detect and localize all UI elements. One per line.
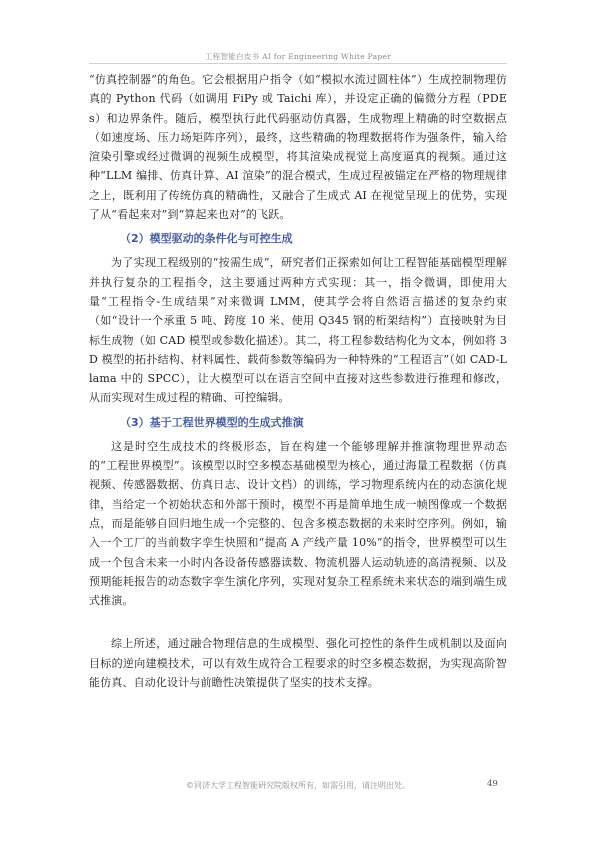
section-heading-2: （2）模型驱动的条件化与可控生成 <box>120 232 293 246</box>
paragraph-conditional-generation: 为了实现工程级别的“按需生成”，研究者们正探索如何让工程智能基础模型理解并执行复杂的工程指令，这主要通过两种方式实现：其一，指令微调，即使用大量“工程指令-生成结果”对来微调 LMM，使其学会将自然语言描述的复杂约束（如“设计一个承重 5 吨、跨度 10 米、使用 Q345 钢的桁架结构”）直接映射为目标生成物（如 CAD 模型或参数化描述）。其二，将工程参数结构化为文本，例如将 3D 模型的拓扑结构、材料属性、载荷参数等编码为一种特殊的“工程语言”（如 CAD-Llama 中的 SPCC），让大模型可以在语言空间中直接对这些参数进行推理和修改，从而实现对生成过程的精确、可控编辑。 <box>89 256 507 405</box>
copyright-footer: ©同济大学工程智能研究院版权所有，如需引用，请注明出处。 <box>186 781 410 790</box>
paragraph-simulation-controller: “仿真控制器”的角色。它会根据用户指令（如“模拟水流过圆柱体”）生成控制物理仿真的 Python 代码（如调用 FiPy 或 Taichi 库），并设定正确的偏微分方程（PDEs）和边界条件。随后，模型执行此代码驱动仿真器，生成物理上精确的时空数据点（如速度场、压力场矩阵序列），最终，这些精确的物理数据将作为强条件，输入给渲染引擎或经过微调的视频生成模型，将其渲染成视觉上高度逼真的视频。通过这种“LLM 编排、仿真计算、AI 渲染”的混合模式，生成过程被锚定在严格的物理规律之上，既利用了传统仿真的精确性，又融合了生成式 AI 在视觉呈现上的优势，实现了从“看起来对”到“算起来也对”的飞跃。 <box>89 73 507 222</box>
running-header: 工程智能白皮书 AI for Engineering White Paper <box>204 52 392 61</box>
header-divider <box>89 63 507 64</box>
paragraph-world-model: 这是时空生成技术的终极形态，旨在构建一个能够理解并推演物理世界动态的“工程世界模型”。该模型以时空多模态基础模型为核心，通过海量工程数据（仿真视频、传感器数据、仿真日志、设计文档）的训练，学习物理系统内在的动态演化规律，当给定一个初始状态和外部干预时，模型不再是简单地生成一帧图像或一个数据点，而是能够自回归地生成一个完整的、包含多模态数据的未来时空序列。例如，输入一个工厂的当前数字孪生快照和“提高 A 产线产量 10%”的指令，世界模型可以生成一个包含未来一小时内各设备传感器读数、物流机器人运动轨迹的高清视频、以及预期能耗报告的动态数字孪生演化序列，实现对复杂工程系统未来状态的端到端生成式推演。 <box>89 439 507 608</box>
paragraph-summary: 综上所述，通过融合物理信息的生成模型、强化可控性的条件生成机制以及面向目标的逆向建模技术，可以有效生成符合工程要求的时空多模态数据，为实现高阶智能仿真、自动化设计与前瞻性决策提供了坚实的技术支撑。 <box>89 637 507 690</box>
page-number: 49 <box>487 779 498 789</box>
section-heading-3: （3）基于工程世界模型的生成式推演 <box>120 415 304 429</box>
page-body <box>89 70 507 692</box>
paragraph-gap <box>89 610 507 634</box>
